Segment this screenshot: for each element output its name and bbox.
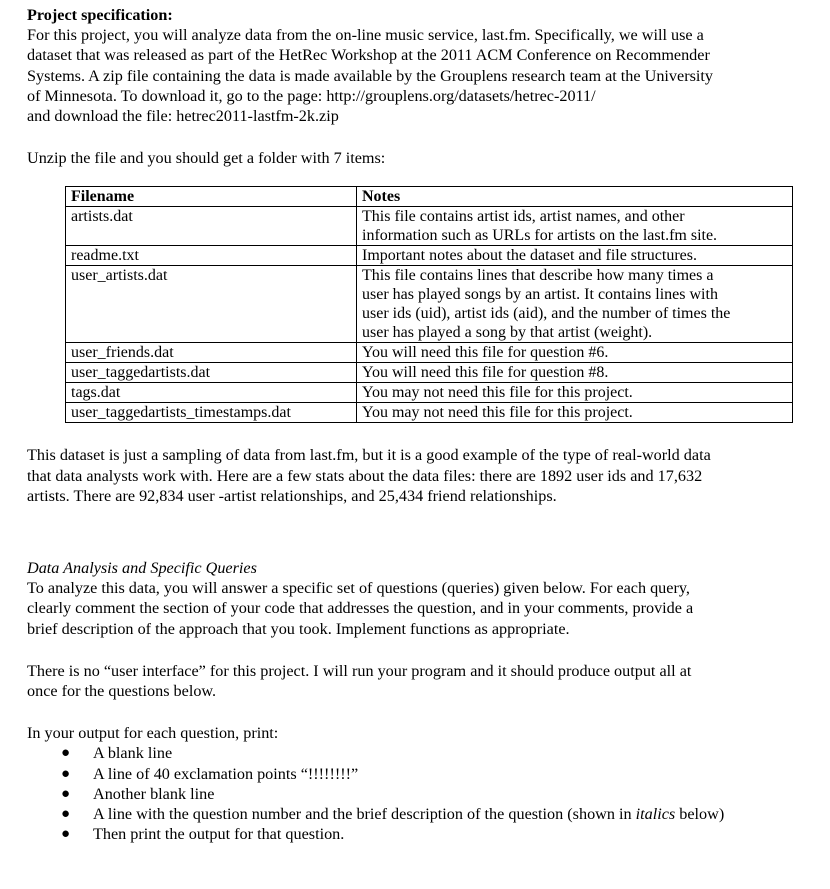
notes-line: You may not need this file for this project. bbox=[362, 404, 633, 422]
analysis-line: clearly comment the section of your code that addresses the question, and in your comments, provide a bbox=[27, 599, 694, 618]
table-row bbox=[66, 363, 793, 383]
table-row bbox=[66, 207, 793, 246]
bullet-icon: ● bbox=[61, 745, 71, 762]
notes-cell bbox=[357, 266, 793, 343]
notes-cell bbox=[357, 246, 793, 266]
stats-line: artists. There are 92,834 user -artist relationships, and 25,434 friend relationships. bbox=[27, 486, 557, 505]
bullet-icon: ● bbox=[61, 785, 71, 802]
ui-paragraph bbox=[27, 661, 817, 701]
filename-cell: user_taggedartists_timestamps.dat bbox=[66, 403, 357, 423]
step-text: Then print the output for that question. bbox=[93, 825, 345, 844]
notes-line: You will need this file for question #6. bbox=[362, 344, 609, 362]
bullet-icon: ● bbox=[61, 806, 71, 823]
header-filename: Filename bbox=[66, 187, 357, 207]
table-header-row bbox=[66, 187, 793, 207]
list-item bbox=[27, 824, 817, 844]
intro-paragraph bbox=[27, 25, 817, 126]
ui-line: once for the questions below. bbox=[27, 682, 217, 701]
filename-cell: user_friends.dat bbox=[66, 343, 357, 363]
notes-line: You will need this file for question #8. bbox=[362, 364, 609, 382]
filename-cell: user_taggedartists.dat bbox=[66, 363, 357, 383]
table-row bbox=[66, 383, 793, 403]
notes-cell bbox=[357, 383, 793, 403]
intro-line-with-file: and download the file: hetrec2011-lastfm-2k.zip bbox=[27, 107, 339, 126]
notes-line: user has played songs by an artist. It contains lines with bbox=[362, 286, 718, 304]
step-text: Another blank line bbox=[93, 784, 215, 803]
analysis-paragraph bbox=[27, 578, 817, 639]
output-intro: In your output for each question, print: bbox=[27, 724, 279, 743]
table-row bbox=[66, 246, 793, 266]
notes-cell bbox=[357, 343, 793, 363]
intro-line: For this project, you will analyze data from the on-line music service, last.fm. Specifically, we will use a bbox=[27, 26, 704, 45]
filename-cell: artists.dat bbox=[66, 207, 357, 246]
table-row bbox=[66, 403, 793, 423]
table-row bbox=[66, 343, 793, 363]
notes-cell bbox=[357, 403, 793, 423]
step-text: A line of 40 exclamation points “!!!!!!!!” bbox=[93, 764, 359, 783]
intro-line-with-url: of Minnesota. To download it, go to the page: http://grouplens.org/datasets/hetrec-2011/ bbox=[27, 86, 596, 105]
ui-line: There is no “user interface” for this project. I will run your program and it should produce output all at bbox=[27, 661, 692, 680]
notes-cell bbox=[357, 207, 793, 246]
step-text: A blank line bbox=[93, 744, 173, 763]
list-item bbox=[27, 743, 817, 763]
step-italic-word: italics bbox=[635, 805, 676, 824]
filename-cell: user_artists.dat bbox=[66, 266, 357, 343]
filename-cell: tags.dat bbox=[66, 383, 357, 403]
notes-line: You may not need this file for this project. bbox=[362, 384, 633, 402]
notes-line: user ids (uid), artist ids (aid), and the number of times the bbox=[362, 305, 731, 323]
bullet-icon: ● bbox=[61, 826, 71, 843]
unzip-line: Unzip the file and you should get a folder with 7 items: bbox=[27, 149, 386, 168]
step-text: A line with the question number and the brief description of the question (shown in bbox=[93, 805, 636, 824]
stats-line: This dataset is just a sampling of data from last.fm, but it is a good example of the type of real-world data bbox=[27, 446, 711, 465]
notes-line: user has played a song by that artist (weight). bbox=[362, 324, 653, 342]
step-text-suffix: below) bbox=[675, 805, 725, 824]
bullet-icon: ● bbox=[61, 765, 71, 782]
header-notes: Notes bbox=[357, 187, 793, 207]
list-item bbox=[27, 784, 817, 804]
stats-paragraph bbox=[27, 445, 817, 506]
table-row bbox=[66, 266, 793, 343]
document-page bbox=[27, 5, 817, 844]
analysis-heading: Data Analysis and Specific Queries bbox=[27, 559, 257, 578]
stats-line: that data analysts work with. Here are a few stats about the data files: there are 1892 user ids and 17,632 bbox=[27, 466, 703, 485]
notes-line: Important notes about the dataset and file structures. bbox=[362, 247, 698, 265]
list-item bbox=[27, 764, 817, 784]
analysis-line: To analyze this data, you will answer a specific set of questions (queries) given below. For each query, bbox=[27, 579, 690, 598]
files-table bbox=[65, 186, 793, 423]
notes-line: This file contains lines that describe how many times a bbox=[362, 267, 714, 285]
list-item bbox=[27, 804, 817, 824]
spec-title: Project specification: bbox=[27, 6, 173, 24]
intro-line: dataset that was released as part of the HetRec Workshop at the 2011 ACM Conference on Recommender bbox=[27, 46, 710, 65]
notes-line: This file contains artist ids, artist names, and other bbox=[362, 208, 685, 226]
notes-line: information such as URLs for artists on the last.fm site. bbox=[362, 227, 718, 245]
analysis-line: brief description of the approach that you took. Implement functions as appropriate. bbox=[27, 619, 570, 638]
intro-line: Systems. A zip file containing the data is made available by the Grouplens research team at the University bbox=[27, 66, 713, 85]
notes-cell bbox=[357, 363, 793, 383]
output-steps-list bbox=[27, 743, 817, 844]
filename-cell: readme.txt bbox=[66, 246, 357, 266]
